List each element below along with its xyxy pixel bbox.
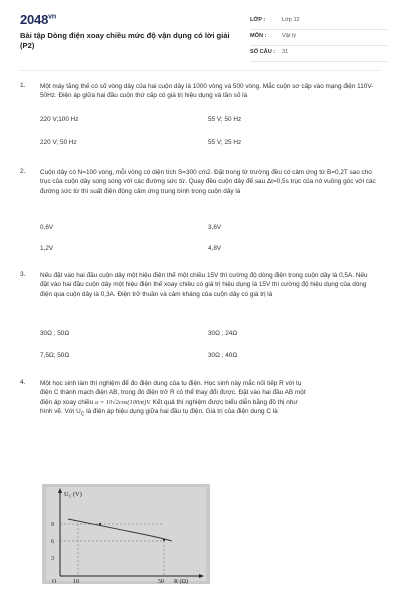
- meta-question-count: SỐ CÂU : 31: [250, 48, 388, 62]
- question-text: Một máy tăng thế có số vòng dây của hai cuộn dây là 1000 vòng và 500 vòng. Mắc cuộn sơ cấp vào mạng điện 110V-50Hz. Điện áp giữa hai đầu cuộn thứ cấp có giá trị hiệu dụng và tần số là: [40, 83, 374, 100]
- x-tick-label: 50: [158, 579, 164, 584]
- x-axis-label: R (Ω): [174, 579, 188, 584]
- graph-figure: [42, 484, 210, 584]
- y-axis-label: $U_C(V)$: [64, 491, 82, 499]
- option-d[interactable]: 30Ω ; 40Ω: [208, 352, 238, 359]
- question-number: 3.: [20, 271, 26, 278]
- y-tick-label: 3: [51, 556, 54, 562]
- meta-subject: MÔN : Vật lý: [250, 32, 388, 46]
- option-d[interactable]: 55 V; 25 Hz: [208, 139, 242, 146]
- option-c[interactable]: 220 V; 50 Hz: [40, 139, 77, 146]
- graph-svg: [42, 484, 210, 584]
- question-text: Cuộn dây có N=100 vòng, mỗi vòng có diện tích S=300 cm2. Đặt trong từ trường đều có cảm ứng từ B=0,2T sao cho trục của cuộn dây song song với các đường sức từ. Quay đều cuộn dây để sau Δt=0,5s trục của nó vuông góc với các đường sức từ thì suất điện động cảm ứng trung bình trong cuộn dây là: [40, 169, 376, 195]
- option-b[interactable]: 30Ω ; 24Ω: [208, 330, 238, 337]
- question-text: Một học sinh làm thí nghiệm để đo điện dung của tụ điện. Học sinh này mắc nối tiếp R với tụ điện C thành mạch điện AB, trong đó điện trở R có thể thay đổi được. Đặt vào hai đầu AB một điện áp xoay chiều u = 10√2cos(100πt)V. Kết quả thí nghiệm được biểu diễn bằng đồ thị như hình vẽ. Với $U_C$ là điện áp hiệu dụng giữa hai đầu tụ điện. Giá trị của điện dung C là: [40, 380, 306, 418]
- document-header: [20, 12, 388, 64]
- option-a[interactable]: 220 V;100 Hz: [40, 116, 79, 123]
- x-tick-label: 10: [73, 579, 79, 584]
- option-d[interactable]: 4,8V: [208, 245, 222, 252]
- header-divider: [20, 70, 380, 71]
- question-number: 2.: [20, 168, 26, 175]
- origin-label: O: [52, 579, 57, 584]
- question-number: 4.: [20, 379, 26, 386]
- data-point: [163, 539, 165, 541]
- option-a[interactable]: 30Ω ; 50Ω: [40, 330, 70, 337]
- option-b[interactable]: 55 V; 50 Hz: [208, 116, 242, 123]
- meta-class: LỚP : Lớp 12: [250, 16, 388, 30]
- data-point: [99, 523, 101, 525]
- voltage-formula: u = 10√2cos(100πt)V.: [95, 398, 151, 406]
- document-meta: [250, 16, 388, 64]
- option-c[interactable]: 1,2V: [40, 245, 54, 252]
- option-c[interactable]: 7,5Ω; 50Ω: [40, 352, 70, 359]
- option-a[interactable]: 0,6V: [40, 224, 54, 231]
- y-tick-label: 6: [51, 539, 54, 545]
- question-text: Nếu đặt vào hai đầu cuộn dây một hiệu điện thế một chiều 15V thì cường độ dòng điện trong cuộn dây là 0,5A. Nếu đặt vào hai đầu cuộn dây một hiệu điện thế xoay chiều có giá trị hiệu dụng là 15V thì cường độ hiệu dụng của dòng điện qua cuộn dây là 0,3A. Điện trở thuần và cảm kháng của cuộn dây có giá trị là: [40, 272, 368, 298]
- document-title: Bài tập Dòng điện xoay chiều mức độ vận dụng có lời giải (P2): [20, 31, 230, 50]
- y-tick-label: 9: [51, 522, 54, 528]
- question-number: 1.: [20, 82, 26, 89]
- option-b[interactable]: 3,6V: [208, 224, 222, 231]
- site-logo[interactable]: $2048^{vn}$: [20, 12, 56, 27]
